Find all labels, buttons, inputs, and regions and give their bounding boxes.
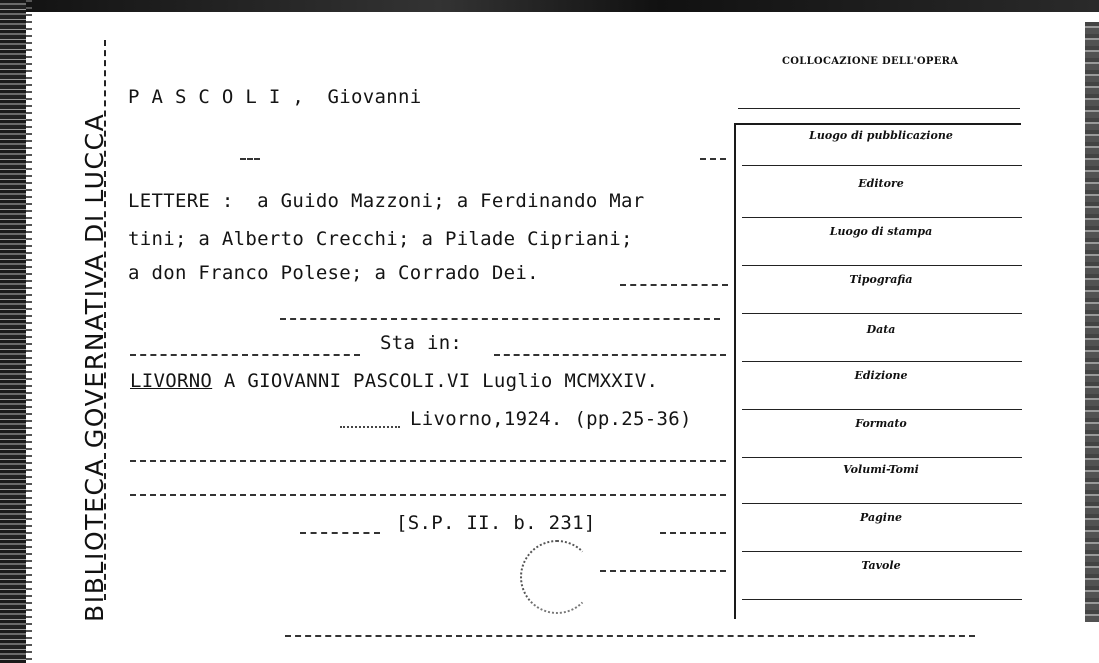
meta-rule xyxy=(742,165,1022,166)
dash-rule xyxy=(660,532,726,534)
dash-rule xyxy=(700,158,726,160)
sta-in-label: Sta in: xyxy=(380,332,463,354)
dash-rule xyxy=(620,284,728,286)
field-luogo-stampa: Luogo di stampa xyxy=(829,225,933,238)
field-formato: Formato xyxy=(855,417,907,430)
author-name: P A S C O L I , Giovanni xyxy=(128,86,422,108)
dash-rule xyxy=(130,354,360,356)
field-volumi-tomi: Volumi-Tomi xyxy=(843,463,919,476)
field-edizione: Edizione xyxy=(854,369,908,382)
scan-top-edge xyxy=(0,0,1099,12)
shelfmark: [S.P. II. b. 231] xyxy=(396,512,596,534)
dash-rule xyxy=(130,494,726,496)
dash-rule xyxy=(240,158,260,160)
dash-rule xyxy=(130,460,726,462)
collocazione-box xyxy=(734,123,1021,619)
field-pagine: Pagine xyxy=(860,511,902,524)
field-luogo-pubblicazione: Luogo di pubblicazione xyxy=(809,129,953,142)
dash-rule xyxy=(280,318,720,320)
library-label: BIBLIOTECA GOVERNATIVA DI LUCCA xyxy=(80,112,109,622)
field-data: Data xyxy=(866,323,896,336)
field-editore: Editore xyxy=(858,177,904,190)
meta-rule xyxy=(742,503,1022,504)
meta-rule xyxy=(742,265,1022,266)
title-line: tini; a Alberto Crecchi; a Pilade Cipriani; xyxy=(128,228,633,250)
dot-rule xyxy=(340,426,400,428)
meta-rule xyxy=(742,599,1022,600)
bottom-rule xyxy=(285,635,975,637)
meta-rule xyxy=(742,551,1022,552)
meta-rule xyxy=(742,409,1022,410)
title-line: a don Franco Polese; a Corrado Dei. xyxy=(128,262,539,284)
scan-right-edge xyxy=(1085,22,1099,622)
field-tipografia: Tipografia xyxy=(849,273,913,286)
field-tavole: Tavole xyxy=(861,559,901,572)
meta-rule xyxy=(742,313,1022,314)
faint-stamp xyxy=(520,540,594,614)
scan-left-edge xyxy=(0,0,26,663)
dash-rule xyxy=(600,570,726,572)
collocazione-header: COLLOCAZIONE DELL'OPERA xyxy=(782,56,959,67)
binding-rule xyxy=(104,40,106,600)
publication-place: LIVORNO xyxy=(130,370,213,392)
publication-line-1 xyxy=(130,370,658,392)
meta-rule xyxy=(742,361,1022,362)
title-line: LETTERE : a Guido Mazzoni; a Ferdinando Mar xyxy=(128,190,645,212)
dash-rule xyxy=(494,354,726,356)
publication-line-2: Livorno,1924. (pp.25-36) xyxy=(410,408,692,430)
meta-rule xyxy=(742,457,1022,458)
meta-rule xyxy=(738,108,1020,109)
meta-rule xyxy=(742,217,1022,218)
publication-title: A GIOVANNI PASCOLI.VI Luglio MCMXXIV. xyxy=(212,370,659,392)
dash-rule xyxy=(300,532,380,534)
